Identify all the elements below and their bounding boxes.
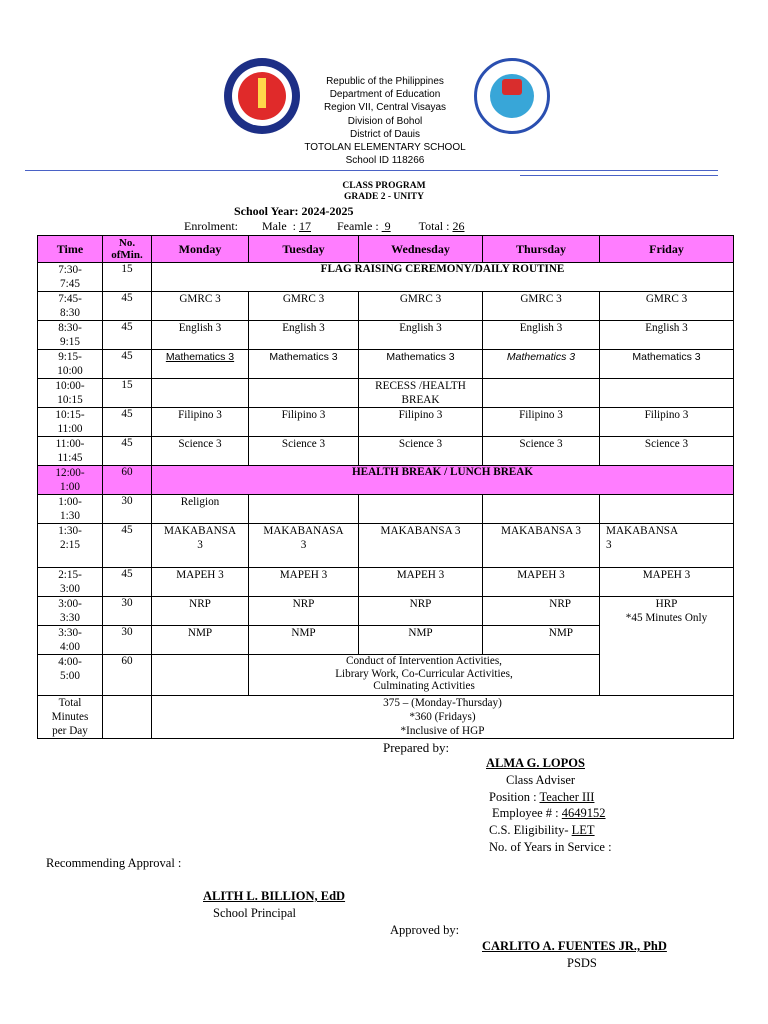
day-cell: MAKABANASA 3	[249, 524, 359, 568]
minutes-cell: 60	[103, 466, 152, 495]
time-cell: 3:00- 3:30	[38, 597, 103, 626]
time-cell: 12:00- 1:00	[38, 466, 103, 495]
day-cell: GMRC 3	[249, 292, 359, 321]
day-cell: MAPEH 3	[600, 568, 734, 597]
female-label: Feamle :	[337, 219, 379, 233]
day-cell: NMP	[152, 626, 249, 655]
day-cell: English 3	[359, 321, 483, 350]
header-time: Time	[38, 236, 103, 263]
day-cell: Science 3	[483, 437, 600, 466]
day-cell	[249, 379, 359, 408]
day-cell: Science 3	[359, 437, 483, 466]
principal-name: ALITH L. BILLION, EdD	[203, 889, 346, 903]
day-cell: Filipino 3	[359, 408, 483, 437]
enrolment-label: Enrolment:	[184, 219, 238, 233]
adviser-role: Class Adviser	[506, 773, 576, 787]
table-row	[38, 597, 734, 626]
minutes-cell: 60	[103, 655, 152, 696]
friday-hrp-cell: HRP *45 Minutes Only	[600, 597, 734, 696]
header-line: Region VII, Central Visayas	[323, 102, 447, 114]
day-cell: Science 3	[152, 437, 249, 466]
header-line: District of Dauis	[349, 128, 420, 140]
header-line: Republic of the Philippines	[326, 76, 444, 87]
totolan-school-seal-icon	[474, 58, 550, 134]
employee-value: 4649152	[561, 806, 606, 820]
day-cell: GMRC 3	[600, 292, 734, 321]
minutes-cell: 45	[103, 568, 152, 597]
time-cell: 1:30- 2:15	[38, 524, 103, 568]
employee-line	[492, 806, 606, 821]
day-cell: English 3	[600, 321, 734, 350]
school-year: School Year: 2024-2025	[234, 204, 354, 218]
minutes-cell: 45	[103, 408, 152, 437]
total-minutes-row	[38, 696, 734, 739]
time-cell: 10:00- 10:15	[38, 379, 103, 408]
minutes-cell: 30	[103, 597, 152, 626]
table-row	[38, 568, 734, 597]
day-cell	[600, 379, 734, 408]
adviser-name: ALMA G. LOPOS	[486, 756, 585, 770]
total-minutes-blank	[103, 696, 152, 739]
day-cell: Mathematics 3	[600, 350, 734, 379]
day-cell	[249, 495, 359, 524]
header-divider-accent	[520, 175, 718, 176]
psds-role: PSDS	[567, 956, 597, 970]
span-activity-cell: FLAG RAISING CEREMONY/DAILY ROUTINE	[152, 263, 734, 292]
day-cell: MAKABANSA 3	[152, 524, 249, 568]
table-row	[38, 350, 734, 379]
employee-label: Employee # :	[492, 806, 562, 820]
letterhead	[290, 75, 480, 167]
eligibility-line	[489, 823, 595, 838]
total-minutes-cell: 375 – (Monday-Thursday) *360 (Fridays) *Inclusive of HGP	[152, 696, 734, 739]
header-friday: Friday	[600, 236, 734, 263]
minutes-cell: 45	[103, 437, 152, 466]
day-cell: Science 3	[600, 437, 734, 466]
time-cell: 3:30- 4:00	[38, 626, 103, 655]
total-label-cell: Total Minutes per Day	[38, 696, 103, 739]
day-cell	[483, 495, 600, 524]
header-line: School ID 118266	[345, 155, 425, 167]
table-row	[38, 495, 734, 524]
day-cell: MAPEH 3	[359, 568, 483, 597]
table-row	[38, 408, 734, 437]
day-cell: GMRC 3	[483, 292, 600, 321]
minutes-cell: 15	[103, 379, 152, 408]
header-thursday: Thursday	[483, 236, 600, 263]
day-cell: Science 3	[249, 437, 359, 466]
header-line: TOTOLAN ELEMENTARY SCHOOL	[304, 142, 466, 154]
day-cell: Mathematics 3	[483, 350, 600, 379]
program-grade: GRADE 2 - UNITY	[344, 192, 424, 202]
table-row	[38, 379, 734, 408]
day-cell: NMP	[249, 626, 359, 655]
program-title: CLASS PROGRAM	[342, 181, 426, 191]
class-program-table	[37, 235, 734, 739]
day-cell: MAPEH 3	[249, 568, 359, 597]
time-cell: 10:15- 11:00	[38, 408, 103, 437]
day-cell: NRP	[249, 597, 359, 626]
day-cell: MAKABANSA 3	[600, 524, 734, 568]
day-cell: NRP	[359, 597, 483, 626]
day-cell: Filipino 3	[600, 408, 734, 437]
total-label: Total :	[418, 219, 450, 233]
day-cell: Mathematics 3	[249, 350, 359, 379]
time-cell: 11:00- 11:45	[38, 437, 103, 466]
position-label: Position :	[489, 790, 540, 804]
deped-seal-icon	[224, 58, 300, 134]
day-cell: GMRC 3	[359, 292, 483, 321]
time-cell: 9:15- 10:00	[38, 350, 103, 379]
day-cell: NRP	[152, 597, 249, 626]
day-cell: MAPEH 3	[152, 568, 249, 597]
position-line	[489, 790, 594, 805]
table-row	[38, 292, 734, 321]
day-cell: NRP	[483, 597, 600, 626]
day-cell	[152, 655, 249, 696]
day-cell: Mathematics 3	[359, 350, 483, 379]
minutes-cell: 45	[103, 292, 152, 321]
header-divider	[25, 170, 718, 171]
header-monday: Monday	[152, 236, 249, 263]
day-cell: GMRC 3	[152, 292, 249, 321]
years-service-label: No. of Years in Service :	[489, 840, 612, 854]
table-row	[38, 466, 734, 495]
time-cell: 7:45- 8:30	[38, 292, 103, 321]
day-cell: English 3	[483, 321, 600, 350]
day-cell: Mathematics 3	[152, 350, 249, 379]
day-cell: MAKABANSA 3	[483, 524, 600, 568]
day-cell: Filipino 3	[483, 408, 600, 437]
time-cell: 2:15- 3:00	[38, 568, 103, 597]
day-cell: RECESS /HEALTH BREAK	[359, 379, 483, 408]
eligibility-value: LET	[571, 823, 595, 837]
minutes-cell: 45	[103, 524, 152, 568]
minutes-cell: 30	[103, 626, 152, 655]
header-wednesday: Wednesday	[359, 236, 483, 263]
day-cell	[483, 379, 600, 408]
minutes-cell: 30	[103, 495, 152, 524]
table-row	[38, 437, 734, 466]
span-activity-cell: HEALTH BREAK / LUNCH BREAK	[152, 466, 734, 495]
position-value: Teacher III	[539, 790, 595, 804]
time-cell: 4:00- 5:00	[38, 655, 103, 696]
table-row	[38, 321, 734, 350]
male-count: 17	[299, 219, 311, 233]
time-cell: 7:30- 7:45	[38, 263, 103, 292]
day-cell	[359, 495, 483, 524]
day-cell: Filipino 3	[152, 408, 249, 437]
prepared-by-label: Prepared by:	[383, 740, 450, 755]
female-count: 9	[381, 219, 391, 233]
minutes-cell: 45	[103, 350, 152, 379]
eligibility-label: C.S. Eligibility-	[489, 823, 572, 837]
time-cell: 1:00- 1:30	[38, 495, 103, 524]
intervention-cell: Conduct of Intervention Activities, Library Work, Co-Curricular Activities, Culminating Activities	[249, 655, 600, 696]
day-cell: Religion	[152, 495, 249, 524]
header-tuesday: Tuesday	[249, 236, 359, 263]
table-row	[38, 263, 734, 292]
time-cell: 8:30- 9:15	[38, 321, 103, 350]
recommending-label: Recommending Approval :	[46, 856, 182, 870]
day-cell: MAKABANSA 3	[359, 524, 483, 568]
approved-by-label: Approved by:	[390, 923, 460, 937]
header-minutes: No. ofMin.	[103, 236, 152, 263]
day-cell: Filipino 3	[249, 408, 359, 437]
day-cell	[600, 495, 734, 524]
header-line: Department of Education	[329, 89, 441, 101]
day-cell: NMP	[483, 626, 600, 655]
day-cell	[152, 379, 249, 408]
male-label: Male :	[262, 219, 296, 233]
total-count: 26	[452, 219, 465, 233]
enrolment-line	[184, 219, 464, 234]
day-cell: English 3	[249, 321, 359, 350]
day-cell: NMP	[359, 626, 483, 655]
day-cell: MAPEH 3	[483, 568, 600, 597]
principal-role: School Principal	[213, 906, 296, 920]
psds-name: CARLITO A. FUENTES JR., PhD	[482, 939, 667, 953]
minutes-cell: 45	[103, 321, 152, 350]
table-row	[38, 524, 734, 568]
header-line: Division of Bohol	[347, 115, 423, 127]
day-cell: English 3	[152, 321, 249, 350]
table-header-row	[38, 236, 734, 263]
minutes-cell: 15	[103, 263, 152, 292]
